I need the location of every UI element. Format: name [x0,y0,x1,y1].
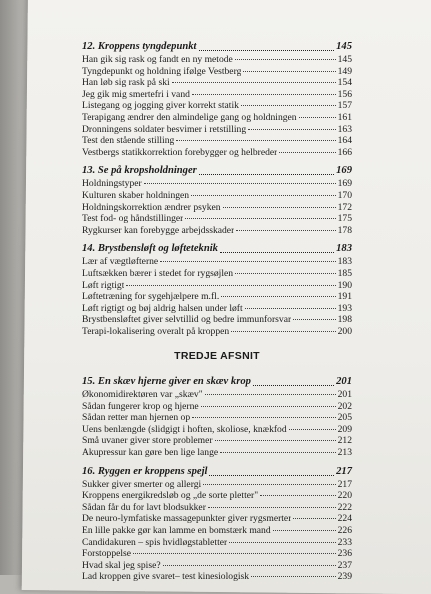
entry-page-number: 145 [337,54,352,65]
dot-leader [209,463,334,476]
toc-entry [82,89,352,101]
entry-page-number: 183 [337,256,352,268]
entry-title: Holdningskorrektion ændrer psyken [82,201,221,213]
entry-title: Kulturen skaber holdningen [82,189,190,201]
dot-leader [293,518,335,519]
dot-leader [251,576,336,577]
dot-leader [192,417,335,418]
toc-section [82,465,352,583]
entry-page-number: 209 [337,423,352,435]
entry-title: Hvad skal jeg spise? [82,559,161,571]
entry-title: Økonomidirektøren var „skæv" [82,389,203,401]
dot-leader [220,452,335,453]
toc-entry [82,54,352,66]
dot-leader [126,285,335,286]
entry-title: Luftsækken bærer i stedet for rygsøjlen [82,267,234,279]
entry-page-number: 202 [337,400,352,412]
toc-entry [82,525,352,537]
dot-leader [273,530,336,531]
entry-page-number: 222 [337,501,352,513]
entry-page-number: 190 [337,279,352,291]
entry-page-number: 213 [337,447,352,459]
toc-section [82,242,352,337]
toc-entry [82,66,352,78]
entry-title: Sådan fungerer krop og hjerne [82,400,199,412]
entry-page-number: 170 [337,189,352,201]
entry-title: Candidakuren – spis hvidløgstabletter [82,536,228,548]
toc-entry [82,560,352,572]
dot-leader [133,553,336,554]
dot-leader [192,94,336,95]
entry-page-number: 201 [337,389,352,401]
dot-leader [172,82,336,83]
section-page-number: 217 [336,465,352,477]
entry-title: Jeg gik mig smertefri i vand [82,88,190,100]
entry-page-number: 163 [337,123,352,135]
entry-title: Brystbensløftet giver selvtillid og bedre immunforsvar [82,314,292,326]
entry-page-number: 198 [337,314,352,326]
dot-leader [201,406,336,407]
dot-leader [163,565,336,566]
section-heading-text: 14. Brystbensløft og løfteteknik [82,243,218,255]
entry-title: En lille pakke gør kan lamme en bomstærk mand [82,525,271,536]
entry-title: Vestbergs statikkorrektion forebygger og helbreder [82,146,278,158]
entry-title: Lad kroppen give svaret– test kinesiologisk [82,571,250,583]
toc-entry [82,401,352,413]
part-title: TREDJE AFSNIT [174,350,260,363]
dot-leader [248,129,335,130]
entry-title: Løftetræning for sygehjælpere m.fl. [82,291,220,303]
entry-page-number: 157 [337,100,352,112]
section-page-number: 183 [336,243,352,255]
toc-entry [82,112,352,124]
entry-page-number: 185 [337,267,352,279]
toc-entry [82,435,352,447]
section-heading [82,40,352,53]
entry-page-number: 200 [337,325,352,337]
section-heading [82,242,352,255]
toc-entry [82,412,352,424]
dot-leader [221,296,335,297]
toc-section [82,40,352,158]
toc-entry [82,513,352,525]
entry-title: Løft rigtigt og bøj aldrig halsen under løft [82,302,243,314]
entry-page-number: 154 [337,77,352,89]
entry-page-number: 156 [337,88,352,100]
dot-leader [260,495,336,496]
toc-entry [82,225,352,237]
dot-leader [241,105,336,106]
entry-page-number: 172 [337,201,352,213]
toc-entry [82,571,352,583]
toc-part-1 [82,40,352,337]
section-heading [82,465,352,478]
toc-entry [82,77,352,89]
dot-leader [215,440,336,441]
entry-page-number: 169 [337,178,352,190]
toc-entry [82,548,352,560]
entry-title: Dronningens soldater besvimer i retstilling [82,123,247,135]
toc-section [82,375,352,459]
toc-entry [82,314,352,326]
toc-entry [82,537,352,549]
dot-leader [205,394,336,395]
dot-leader [231,331,335,332]
toc-entry [82,479,352,491]
entry-page-number: 149 [337,65,352,77]
section-heading-text: 12. Kroppens tyngdepunkt [82,41,197,52]
entry-title: Terapi-lokalisering overalt på kroppen [82,325,230,337]
entry-title: Uens benlængde (slidgigt i hoften, skoliose, knækfod [82,423,287,435]
entry-title: Kroppens energikredsløb og „de sorte pletter" [82,490,259,502]
entry-page-number: 217 [337,478,352,490]
entry-title: Løft rigtigt [82,279,125,291]
section-heading-text: 15. En skæv hjerne giver en skæv krop [82,376,251,388]
toc-entry [82,213,352,225]
entry-title: Terapigang ændrer den almindelige gang og holdningen [82,111,297,123]
entry-title: Sukker giver smerter og allergi [82,478,202,490]
toc-entry [82,178,352,190]
entry-title: Små uvaner giver store problemer [82,435,213,447]
toc-entry [82,124,352,136]
table-of-contents [82,40,352,589]
toc-entry [82,100,352,112]
dot-leader [208,507,336,508]
entry-title: Rygkurser kan forebygge arbejdsskader [82,224,235,236]
entry-page-number: 220 [337,490,352,502]
dot-leader [160,261,335,262]
toc-entry [82,303,352,315]
toc-entry [82,291,352,303]
dot-leader [243,71,335,72]
entry-page-number: 193 [337,302,352,314]
entry-page-number: 236 [337,548,352,560]
toc-entry [82,502,352,514]
entry-page-number: 191 [337,291,352,303]
entry-title: Han løb sig rask på ski [82,77,170,89]
section-heading [82,164,352,177]
entry-page-number: 233 [337,536,352,548]
dot-leader [220,240,334,253]
toc-entry [82,389,352,401]
dot-leader [176,140,335,141]
section-heading-text: 13. Se på kropsholdninger [82,165,197,177]
dot-leader [144,183,336,184]
entry-title: Lær af vægtløfterne [82,256,159,268]
entry-title: Holdningstyper [82,178,142,190]
toc-entry [82,135,352,147]
section-heading [82,375,352,388]
dot-leader [235,59,336,60]
section-page-number: 145 [336,41,352,52]
dot-leader [235,273,336,274]
toc-entry [82,190,352,202]
section-page-number: 169 [336,165,352,177]
section-heading-text: 16. Ryggen er kroppens spejl [82,465,208,477]
section-page-number: 201 [336,376,352,388]
toc-entry [82,280,352,292]
entry-title: Test den stående stilling [82,135,175,147]
dot-leader [293,319,335,320]
entry-title: Han gik sig rask og fandt en ny metode [82,54,233,65]
dot-leader [185,218,335,219]
dot-leader [199,162,334,175]
entry-page-number: 226 [337,525,352,536]
entry-title: Forstoppelse [82,548,132,560]
entry-title: Akupressur kan gøre ben lige lange [82,447,219,459]
entry-page-number: 224 [337,513,352,525]
entry-title: Sådan får du for lavt blodsukker [82,501,206,513]
dot-leader [253,373,334,386]
entry-page-number: 239 [337,571,352,583]
toc-section [82,164,352,236]
entry-page-number: 166 [337,146,352,158]
toc-part-2 [82,375,352,583]
entry-title: Listegang og jogging giver korrekt statik [82,100,239,112]
toc-entry [82,326,352,338]
entry-page-number: 237 [337,559,352,571]
dot-leader [289,429,336,430]
entry-page-number: 161 [337,111,352,123]
entry-page-number: 164 [337,135,352,147]
toc-entry [82,424,352,436]
dot-leader [223,207,336,208]
entry-page-number: 175 [337,213,352,225]
entry-title: Tyngdepunkt og holdning ifølge Vestberg [82,65,242,77]
toc-entry [82,256,352,268]
entry-title: Sådan retter man hjernen op [82,412,191,424]
dot-leader [229,542,335,543]
toc-entry [82,268,352,280]
entry-title: Test fod- og håndstillinger [82,213,184,225]
dot-leader [279,152,335,153]
toc-entry [82,147,352,159]
dot-leader [236,230,335,231]
toc-entry [82,202,352,214]
dot-leader [245,308,336,309]
toc-entry [82,447,352,459]
entry-page-number: 205 [337,412,352,424]
entry-title: De neuro-lymfatiske massagepunkter giver rygsmerter [82,513,292,525]
dot-leader [299,117,336,118]
dot-leader [199,38,335,51]
entry-page-number: 212 [337,435,352,447]
entry-page-number: 178 [337,224,352,236]
dot-leader [191,195,336,196]
dot-leader [203,484,335,485]
toc-entry [82,490,352,502]
